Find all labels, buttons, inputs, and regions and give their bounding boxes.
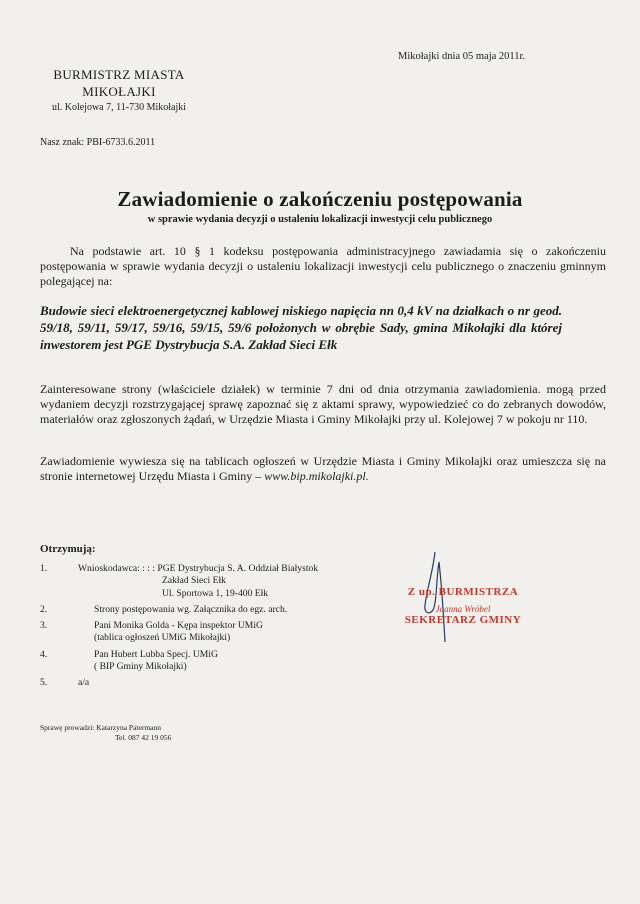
publication-paragraph — [40, 454, 606, 484]
recipient-line: ( BIP Gminy Mikołajki) — [94, 661, 187, 673]
investment-description: Budowie sieci elektroenergetycznej kablowej niskiego napięcia nn 0,4 kV na działkach o nr geod. 59/18, 59/11, 59/17, 59/16, 59/15, 59/6 położonych w obrębie Sady, gmina Mikołajki dla której inwestorem jest PGE Dystrybucja S.A. Zakład Sieci Ełk — [40, 303, 562, 352]
case-handler — [40, 723, 171, 743]
recipient-line: Ul. Sportowa 1, 19-400 Ełk — [162, 587, 269, 599]
recipients-heading: Otrzymują: — [40, 543, 96, 555]
stamp-signature-name: Joanna Wróbel — [435, 604, 491, 614]
recipient-line: (tablica ogłoszeń UMiG Mikołajki) — [94, 632, 231, 644]
list-item — [40, 649, 380, 674]
item-number: 4. — [40, 648, 48, 660]
publication-text: Zawiadomienie wywiesza się na tablicach ogłoszeń w Urzędzie Miasta i Gminy Mikołajki oraz umieszcza się na stronie internetowej Urzędu Miasta i Gminy – — [40, 454, 606, 483]
stamp-line: Z up. BURMISTRZA — [407, 586, 519, 598]
intro-paragraph: Na podstawie art. 10 § 1 kodeksu postępowania administracyjnego zawiadamia się o zakończeniu postępowania w sprawie wydania decyzji o ustaleniu lokalizacji inwestycji celu publicznego o znaczeniu gminnym polegającej na: — [40, 244, 606, 288]
recipient-line: a/a — [78, 677, 90, 689]
list-item — [40, 563, 380, 600]
office-address: ul. Kolejowa 7, 11-730 Mikołajki — [51, 102, 187, 113]
recipient-line: Wnioskodawca: : : : PGE Dystrybucja S. A. Oddział Białystok — [78, 563, 319, 574]
bip-link[interactable]: www.bip.mikolajki.pl. — [264, 469, 369, 483]
office-city: MIKOŁAJKI — [82, 84, 156, 99]
handled-by: Sprawę prowadzi: Katarzyna Patermann — [40, 723, 161, 732]
recipients-list — [40, 563, 380, 694]
item-number: 1. — [40, 563, 48, 574]
date-line: Mikołajki dnia 05 maja 2011r. — [398, 51, 526, 62]
item-number: 2. — [40, 603, 48, 615]
stamp-line: SEKRETARZ GMINY — [404, 614, 522, 626]
document-title: Zawiadomienie o zakończeniu postępowania — [117, 187, 523, 211]
list-item — [40, 604, 380, 616]
phone-number: Tel. 087 42 19 056 — [115, 733, 172, 742]
recipient-line: Pan Hubert Lubba Specj. UMiG — [94, 648, 218, 660]
reference-number: Nasz znak: PBI-6733.6.2011 — [40, 137, 156, 148]
recipient-line: Zakład Sieci Ełk — [162, 575, 226, 587]
office-title: BURMISTRZ MIASTA — [53, 67, 185, 82]
item-number: 3. — [40, 620, 48, 632]
issuing-office — [28, 66, 210, 116]
document-subtitle: w sprawie wydania decyzji o ustaleniu lokalizacji inwestycji celu publicznego — [147, 214, 493, 225]
official-stamp — [388, 586, 538, 626]
recipient-line: Strony postępowania wg. Załącznika do egz. arch. — [94, 603, 288, 615]
item-number: 5. — [40, 677, 48, 689]
parties-paragraph: Zainteresowane strony (właściciele działek) w terminie 7 dni od dnia otrzymania zawiadomienia. mogą przed wydaniem decyzji rozstrzygającej sprawę zapoznać się z aktami sprawy, wypowiedzieć co do zebranych dowodów, materiałów oraz zgłoszonych żądań, w Urzędzie Miasta i Gminy Mikołajki przy ul. Kolejowej 7 w pokoju nr 110. — [40, 382, 606, 426]
list-item — [40, 620, 380, 645]
recipient-line: Pani Monika Golda - Kępa inspektor UMiG — [94, 620, 263, 632]
list-item — [40, 677, 380, 689]
